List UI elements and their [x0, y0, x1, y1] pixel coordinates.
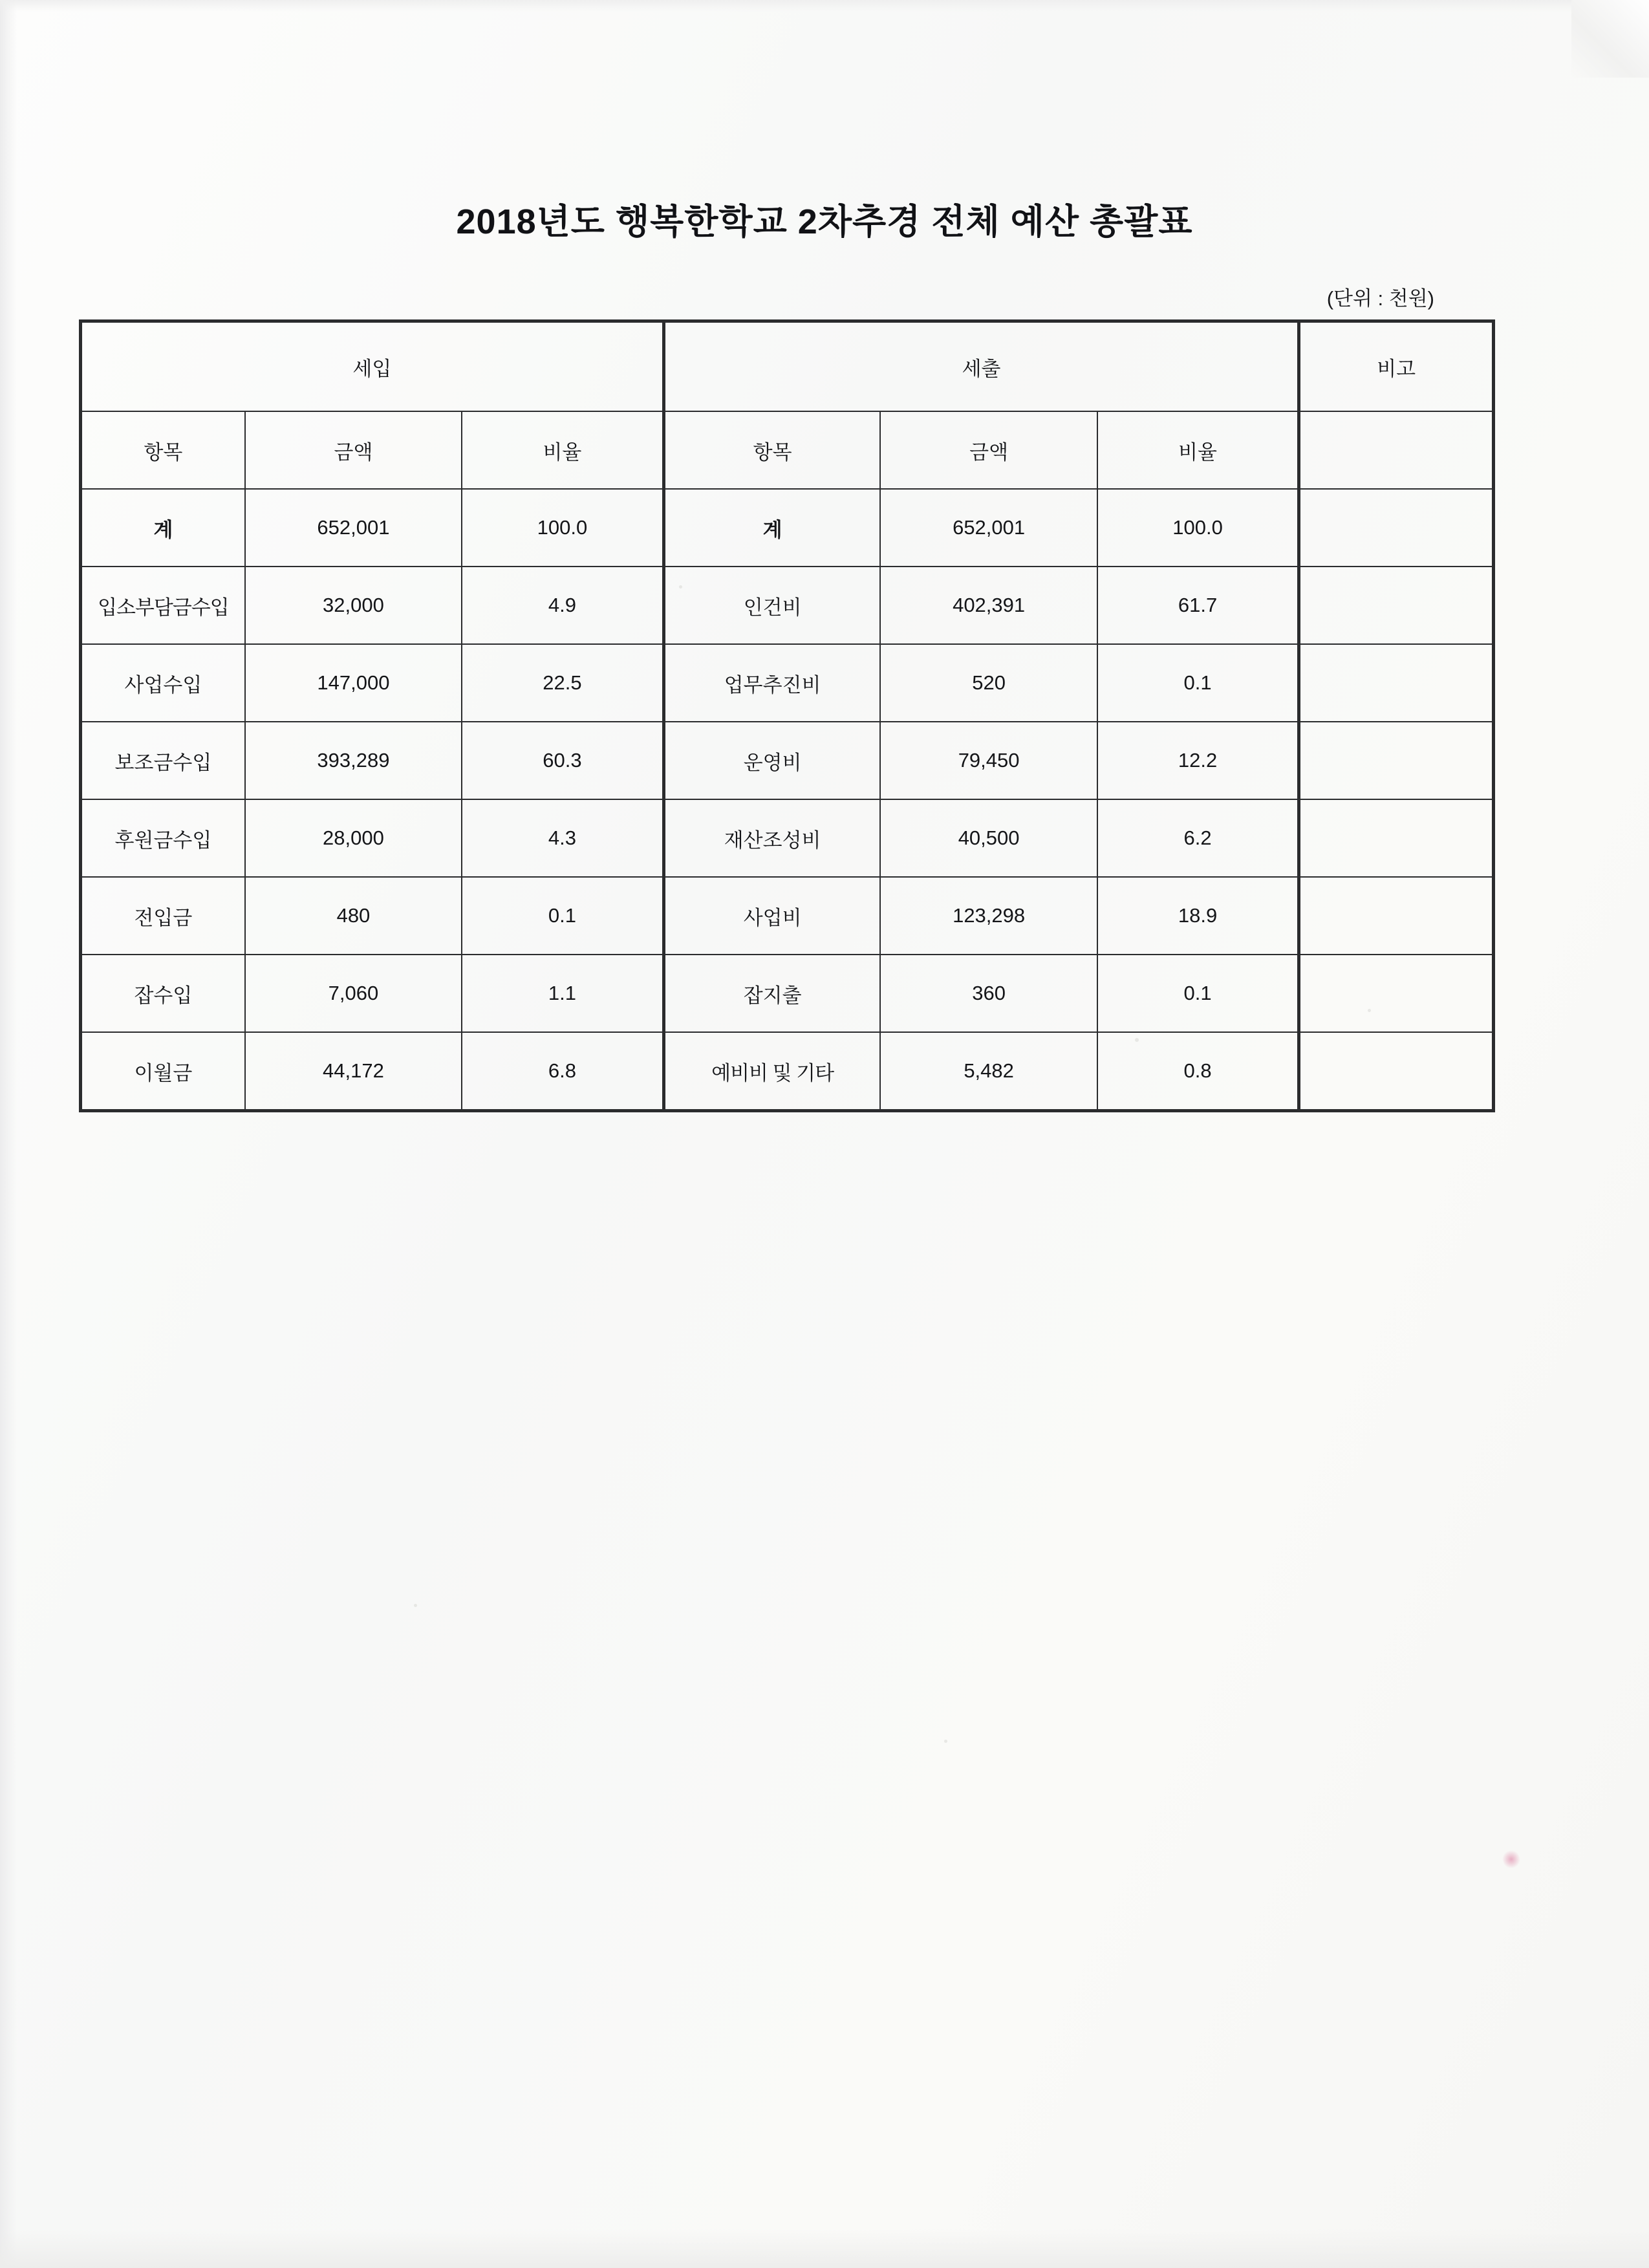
column-header-revenue-item: 항목	[81, 411, 245, 489]
revenue-ratio: 4.3	[462, 799, 663, 877]
revenue-ratio: 6.8	[462, 1032, 663, 1111]
total-expenditure-amount: 652,001	[880, 489, 1097, 567]
scan-speck	[1368, 1009, 1371, 1012]
remark-cell	[1299, 567, 1494, 644]
remark-cell	[1299, 1032, 1494, 1111]
revenue-amount: 7,060	[245, 955, 462, 1032]
stray-pink-mark	[1500, 1847, 1523, 1871]
revenue-item: 이월금	[81, 1032, 245, 1111]
column-header-expenditure-item: 항목	[663, 411, 880, 489]
expenditure-item: 예비비 및 기타	[663, 1032, 880, 1111]
revenue-item: 잡수입	[81, 955, 245, 1032]
column-header-expenditure-ratio: 비율	[1097, 411, 1299, 489]
expenditure-ratio: 0.1	[1097, 955, 1299, 1032]
section-header-remark: 비고	[1299, 321, 1494, 412]
expenditure-ratio: 12.2	[1097, 722, 1299, 799]
expenditure-amount: 79,450	[880, 722, 1097, 799]
column-header-revenue-ratio: 비율	[462, 411, 663, 489]
revenue-amount: 480	[245, 877, 462, 955]
expenditure-ratio: 6.2	[1097, 799, 1299, 877]
table-column-header-row	[81, 411, 1494, 489]
remark-cell	[1299, 411, 1494, 489]
column-header-revenue-amount: 금액	[245, 411, 462, 489]
expenditure-item: 재산조성비	[663, 799, 880, 877]
expenditure-item: 운영비	[663, 722, 880, 799]
expenditure-item: 잡지출	[663, 955, 880, 1032]
remark-cell	[1299, 489, 1494, 567]
total-expenditure-ratio: 100.0	[1097, 489, 1299, 567]
expenditure-amount: 40,500	[880, 799, 1097, 877]
expenditure-amount: 402,391	[880, 567, 1097, 644]
expenditure-item: 업무추진비	[663, 644, 880, 722]
revenue-amount: 44,172	[245, 1032, 462, 1111]
remark-cell	[1299, 955, 1494, 1032]
scan-edge-left	[0, 0, 17, 2268]
revenue-ratio: 0.1	[462, 877, 663, 955]
revenue-item: 사업수입	[81, 644, 245, 722]
scan-speck	[679, 585, 682, 589]
revenue-ratio: 4.9	[462, 567, 663, 644]
table-total-row	[81, 489, 1494, 567]
page-title: 2018년도 행복한학교 2차추경 전체 예산 총괄표	[456, 202, 1193, 241]
revenue-ratio: 22.5	[462, 644, 663, 722]
section-header-expenditure: 세출	[663, 321, 1299, 412]
table-row	[81, 567, 1494, 644]
expenditure-ratio: 61.7	[1097, 567, 1299, 644]
section-header-revenue: 세입	[81, 321, 664, 412]
scan-speck	[414, 1604, 417, 1607]
budget-summary-table	[79, 319, 1495, 1112]
remark-cell	[1299, 722, 1494, 799]
table-row	[81, 799, 1494, 877]
scan-edge-bottom	[0, 2229, 1649, 2268]
expenditure-ratio: 0.8	[1097, 1032, 1299, 1111]
revenue-item: 입소부담금수입	[81, 567, 245, 644]
revenue-item: 후원금수입	[81, 799, 245, 877]
expenditure-ratio: 0.1	[1097, 644, 1299, 722]
table-row	[81, 877, 1494, 955]
total-label-expenditure: 계	[663, 489, 880, 567]
column-header-expenditure-amount: 금액	[880, 411, 1097, 489]
scan-edge-top	[0, 0, 1649, 12]
page-corner-fold	[1571, 0, 1649, 78]
scan-speck	[1135, 1038, 1139, 1042]
revenue-ratio: 60.3	[462, 722, 663, 799]
revenue-item: 보조금수입	[81, 722, 245, 799]
expenditure-amount: 520	[880, 644, 1097, 722]
remark-cell	[1299, 799, 1494, 877]
expenditure-item: 인건비	[663, 567, 880, 644]
revenue-amount: 32,000	[245, 567, 462, 644]
revenue-amount: 147,000	[245, 644, 462, 722]
revenue-item: 전입금	[81, 877, 245, 955]
remark-cell	[1299, 644, 1494, 722]
expenditure-ratio: 18.9	[1097, 877, 1299, 955]
table-section-header-row	[81, 321, 1494, 412]
expenditure-amount: 5,482	[880, 1032, 1097, 1111]
table-row	[81, 1032, 1494, 1111]
revenue-amount: 28,000	[245, 799, 462, 877]
total-revenue-amount: 652,001	[245, 489, 462, 567]
table-row	[81, 644, 1494, 722]
total-label-revenue: 계	[81, 489, 245, 567]
revenue-amount: 393,289	[245, 722, 462, 799]
expenditure-amount: 360	[880, 955, 1097, 1032]
unit-note: (단위 : 천원)	[1326, 287, 1434, 310]
table-row	[81, 955, 1494, 1032]
remark-cell	[1299, 877, 1494, 955]
table-row	[81, 722, 1494, 799]
scan-speck	[944, 1740, 947, 1743]
total-revenue-ratio: 100.0	[462, 489, 663, 567]
budget-table-wrapper	[79, 319, 1495, 1112]
expenditure-amount: 123,298	[880, 877, 1097, 955]
expenditure-item: 사업비	[663, 877, 880, 955]
revenue-ratio: 1.1	[462, 955, 663, 1032]
